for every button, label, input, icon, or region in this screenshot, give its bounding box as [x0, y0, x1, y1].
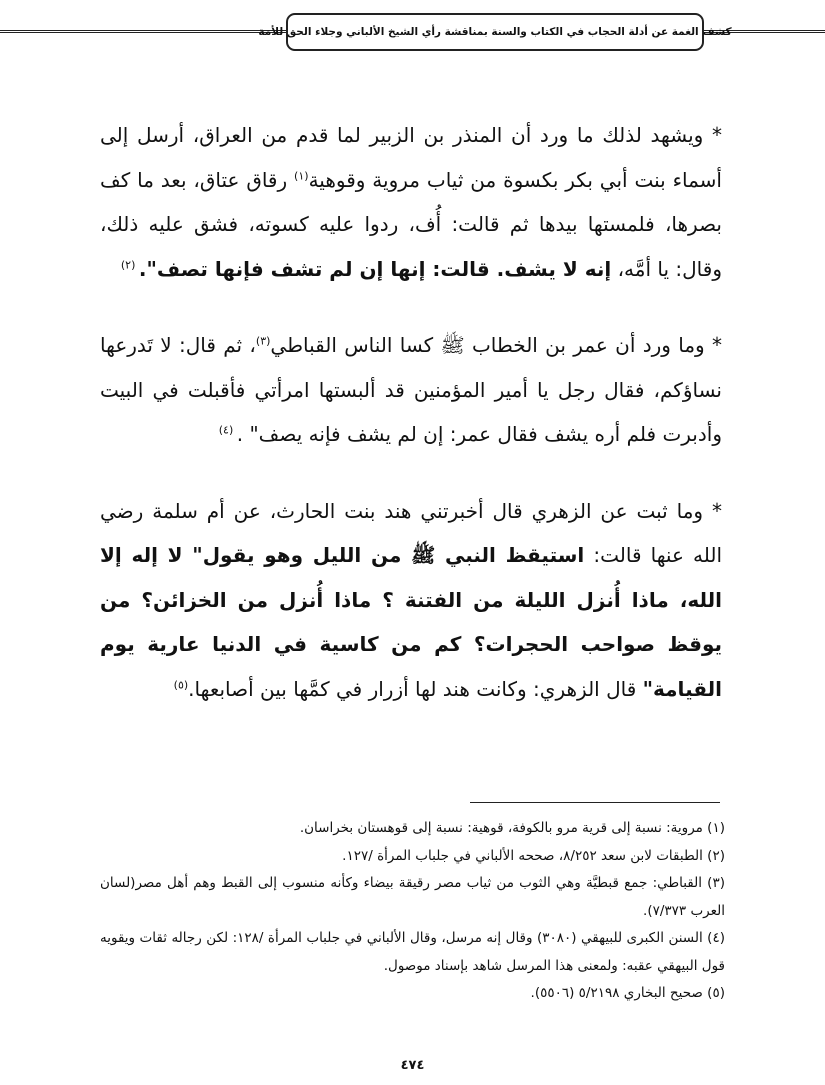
footnote-2: (٢) الطبقات لابن سعد ٨/٢٥٢، صححه الألباني في جلباب المرأة /١٢٧. — [342, 847, 725, 864]
paragraph-1-text-continued: رقاق عتاق، بعد ما كف بصرها، فلمستها بيدها ثم قالت: أُف، ردوا عليه كسوته، فشق عليه ذلك، وقال: يا أمَّه، — [100, 167, 722, 281]
footnote-5: (٥) صحيح البخاري ٥/٢١٩٨ (٥٥٠٦). — [530, 985, 725, 1001]
paragraph-2-text: * وما ورد أن عمر بن الخطاب ﷺ كسا الناس القباطي — [270, 333, 723, 357]
running-header-title: كشف الغمة عن أدلة الحجاب في الكتاب والسنة بمناقشة رأي الشيخ الألباني وجلاء الحق للأمة — [258, 26, 732, 38]
paragraph-1 — [100, 113, 722, 291]
header-rule-left — [0, 30, 292, 33]
footnote-ref-3: (٣) — [255, 334, 271, 348]
footnote-4: (٤) السنن الكبرى للبيهقي (٣٠٨٠) وقال إنه مرسل، وقال الألباني في جلباب المرأة /١٢٨: لكن رجاله ثقات ويقويه قول البيهقي عقبه: ولمعنى هذا المرسل شاهد بإسناد موصول. — [100, 930, 725, 974]
page-number: ٤٧٤ — [400, 1058, 425, 1073]
paragraph-3-text-continued: قال الزهري: وكانت هند لها أزرار في كمَّها بين أصابعها. — [188, 676, 643, 701]
footnote-3: (٣) القباطي: جمع قبطيَّة وهي الثوب من ثياب مصر رقيقة بيضاء وكأنه منسوب إلى القبط وهم أهل مصر(لسان العرب ٧/٣٧٣). — [100, 875, 725, 919]
paragraph-3-bold-quote: استيقظ النبي ﷺ من الليل وهو يقول" لا إله إلا الله، ماذا أُنزل الليلة من الفتنة ؟ ماذا أُنزل من الخزائن؟ من يوقظ صواحب الحجرات؟ كم من كاسية في الدنيا عارية يوم القيامة" — [100, 543, 722, 701]
footnote-separator — [470, 802, 720, 803]
footnote-ref-4: (٤) — [218, 423, 237, 437]
footnote-ref-2: (٢) — [120, 257, 139, 271]
footnote-1: (١) مروية: نسبة إلى قرية مرو بالكوفة، قوهية: نسبة إلى قوهستان بخراسان. — [299, 820, 725, 836]
paragraph-2 — [100, 323, 722, 457]
footnotes — [100, 815, 725, 1008]
paragraph-3-text: * وما ثبت عن الزهري قال أخبرتني هند بنت الحارث، عن أم سلمة رضي الله عنها قالت: — [100, 498, 722, 567]
paragraph-1-text: * ويشهد لذلك ما ورد أن المنذر بن الزبير لما قدم من العراق، أرسل إلى أسماء بنت أبي بكر بكسوة من ثياب مروية وقوهية — [100, 123, 722, 192]
footnote-ref-5: (٥) — [173, 677, 189, 691]
running-header — [258, 13, 732, 51]
paragraph-1-bold-quote: إنه لا يشف. قالت: إنها إن لم تشف فإنها تصف". — [138, 256, 612, 281]
paragraph-3 — [100, 489, 722, 712]
paragraph-2-text-continued: ، ثم قال: لا تَدرعها نساؤكم، فقال رجل يا أمير المؤمنين قد ألبستها امرأتي فأقبلت في البيت وأدبرت فلم أره يشف فقال عمر: إن لم يشف فإنه يصف" . — [100, 333, 722, 446]
footnote-ref-1: (١) — [294, 168, 309, 182]
main-text — [100, 113, 722, 711]
